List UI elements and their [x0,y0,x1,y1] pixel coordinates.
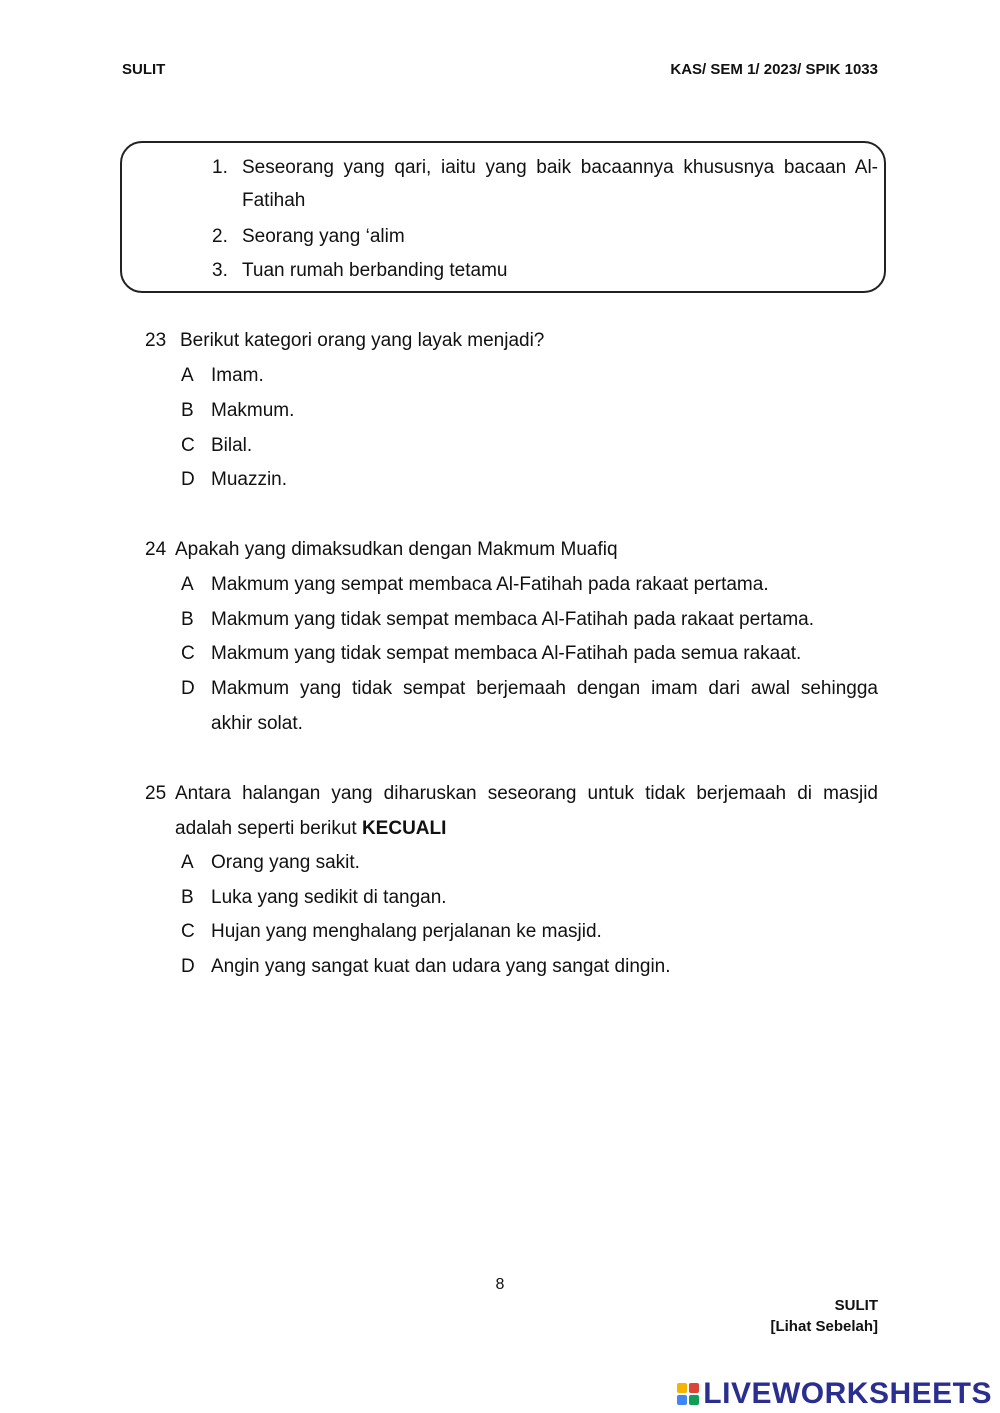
box-item-3-number: 3. [212,260,228,281]
liveworksheets-logo-icon [677,1383,699,1405]
option-letter: A [181,852,194,873]
option-letter: D [181,678,195,699]
question-23-text: Berikut kategori orang yang layak menjadi? [180,330,545,351]
option-letter: A [181,365,194,386]
header-left: SULIT [122,61,166,78]
option-letter: C [181,643,195,664]
option-text: Makmum yang tidak sempat berjemaah dengan imam dari awal sehingga [211,678,878,699]
box-item-3-text: Tuan rumah berbanding tetamu [242,260,508,281]
option-letter: B [181,609,194,630]
option-text: Makmum yang tidak sempat membaca Al-Fatihah pada rakaat pertama. [211,609,815,630]
box-item-1-text-cont: Fatihah [242,190,306,211]
question-23-number: 23 [145,330,167,351]
question-24-option-d[interactable] [181,678,878,738]
box-item-1-number: 1. [212,157,228,178]
logo-square-blue [677,1395,687,1405]
question-25-number: 25 [145,783,167,804]
liveworksheets-logo[interactable] [677,1376,992,1412]
question-25-text: Antara halangan yang diharuskan seseorang untuk tidak berjemaah di masjid [175,783,878,804]
option-text: Angin yang sangat kuat dan udara yang sangat dingin. [211,956,671,977]
option-letter: D [181,956,195,977]
option-text: Orang yang sakit. [211,852,360,873]
option-text: Muazzin. [211,469,288,490]
box-item-2-text: Seorang yang ‘alim [242,226,405,247]
logo-square-yellow [677,1383,687,1393]
option-letter: C [181,921,195,942]
question-25-text-cont-plain: adalah seperti berikut [175,818,357,839]
option-text: Makmum. [211,400,295,421]
box-item-1-text: Seseorang yang qari, iaitu yang baik bacaannya khususnya bacaan Al- [242,157,878,178]
footer-next-page: [Lihat Sebelah] [770,1318,878,1335]
page-number: 8 [495,1276,505,1293]
option-text: Bilal. [211,435,253,456]
option-text: Luka yang sedikit di tangan. [211,887,447,908]
option-text: Hujan yang menghalang perjalanan ke masjid. [211,921,602,942]
question-25-emphasis: KECUALI [361,818,447,839]
header-right: KAS/ SEM 1/ 2023/ SPIK 1033 [670,61,878,78]
option-text: Imam. [211,365,264,386]
footer-sulit: SULIT [834,1297,878,1314]
option-letter: D [181,469,195,490]
logo-square-green [689,1395,699,1405]
option-letter: B [181,400,194,421]
logo-square-red [689,1383,699,1393]
logo-text: LIVEWORKSHEETS [703,1377,992,1410]
question-25-text-cont [175,818,446,840]
option-text: Makmum yang tidak sempat membaca Al-Fatihah pada semua rakaat. [211,643,802,664]
option-text-cont: akhir solat. [211,713,303,734]
box-item-2-number: 2. [212,226,228,247]
option-letter: C [181,435,195,456]
question-24-number: 24 [145,539,167,560]
option-letter: A [181,574,194,595]
option-text: Makmum yang sempat membaca Al-Fatihah pada rakaat pertama. [211,574,769,595]
question-24-text: Apakah yang dimaksudkan dengan Makmum Muafiq [175,539,618,560]
option-letter: B [181,887,194,908]
